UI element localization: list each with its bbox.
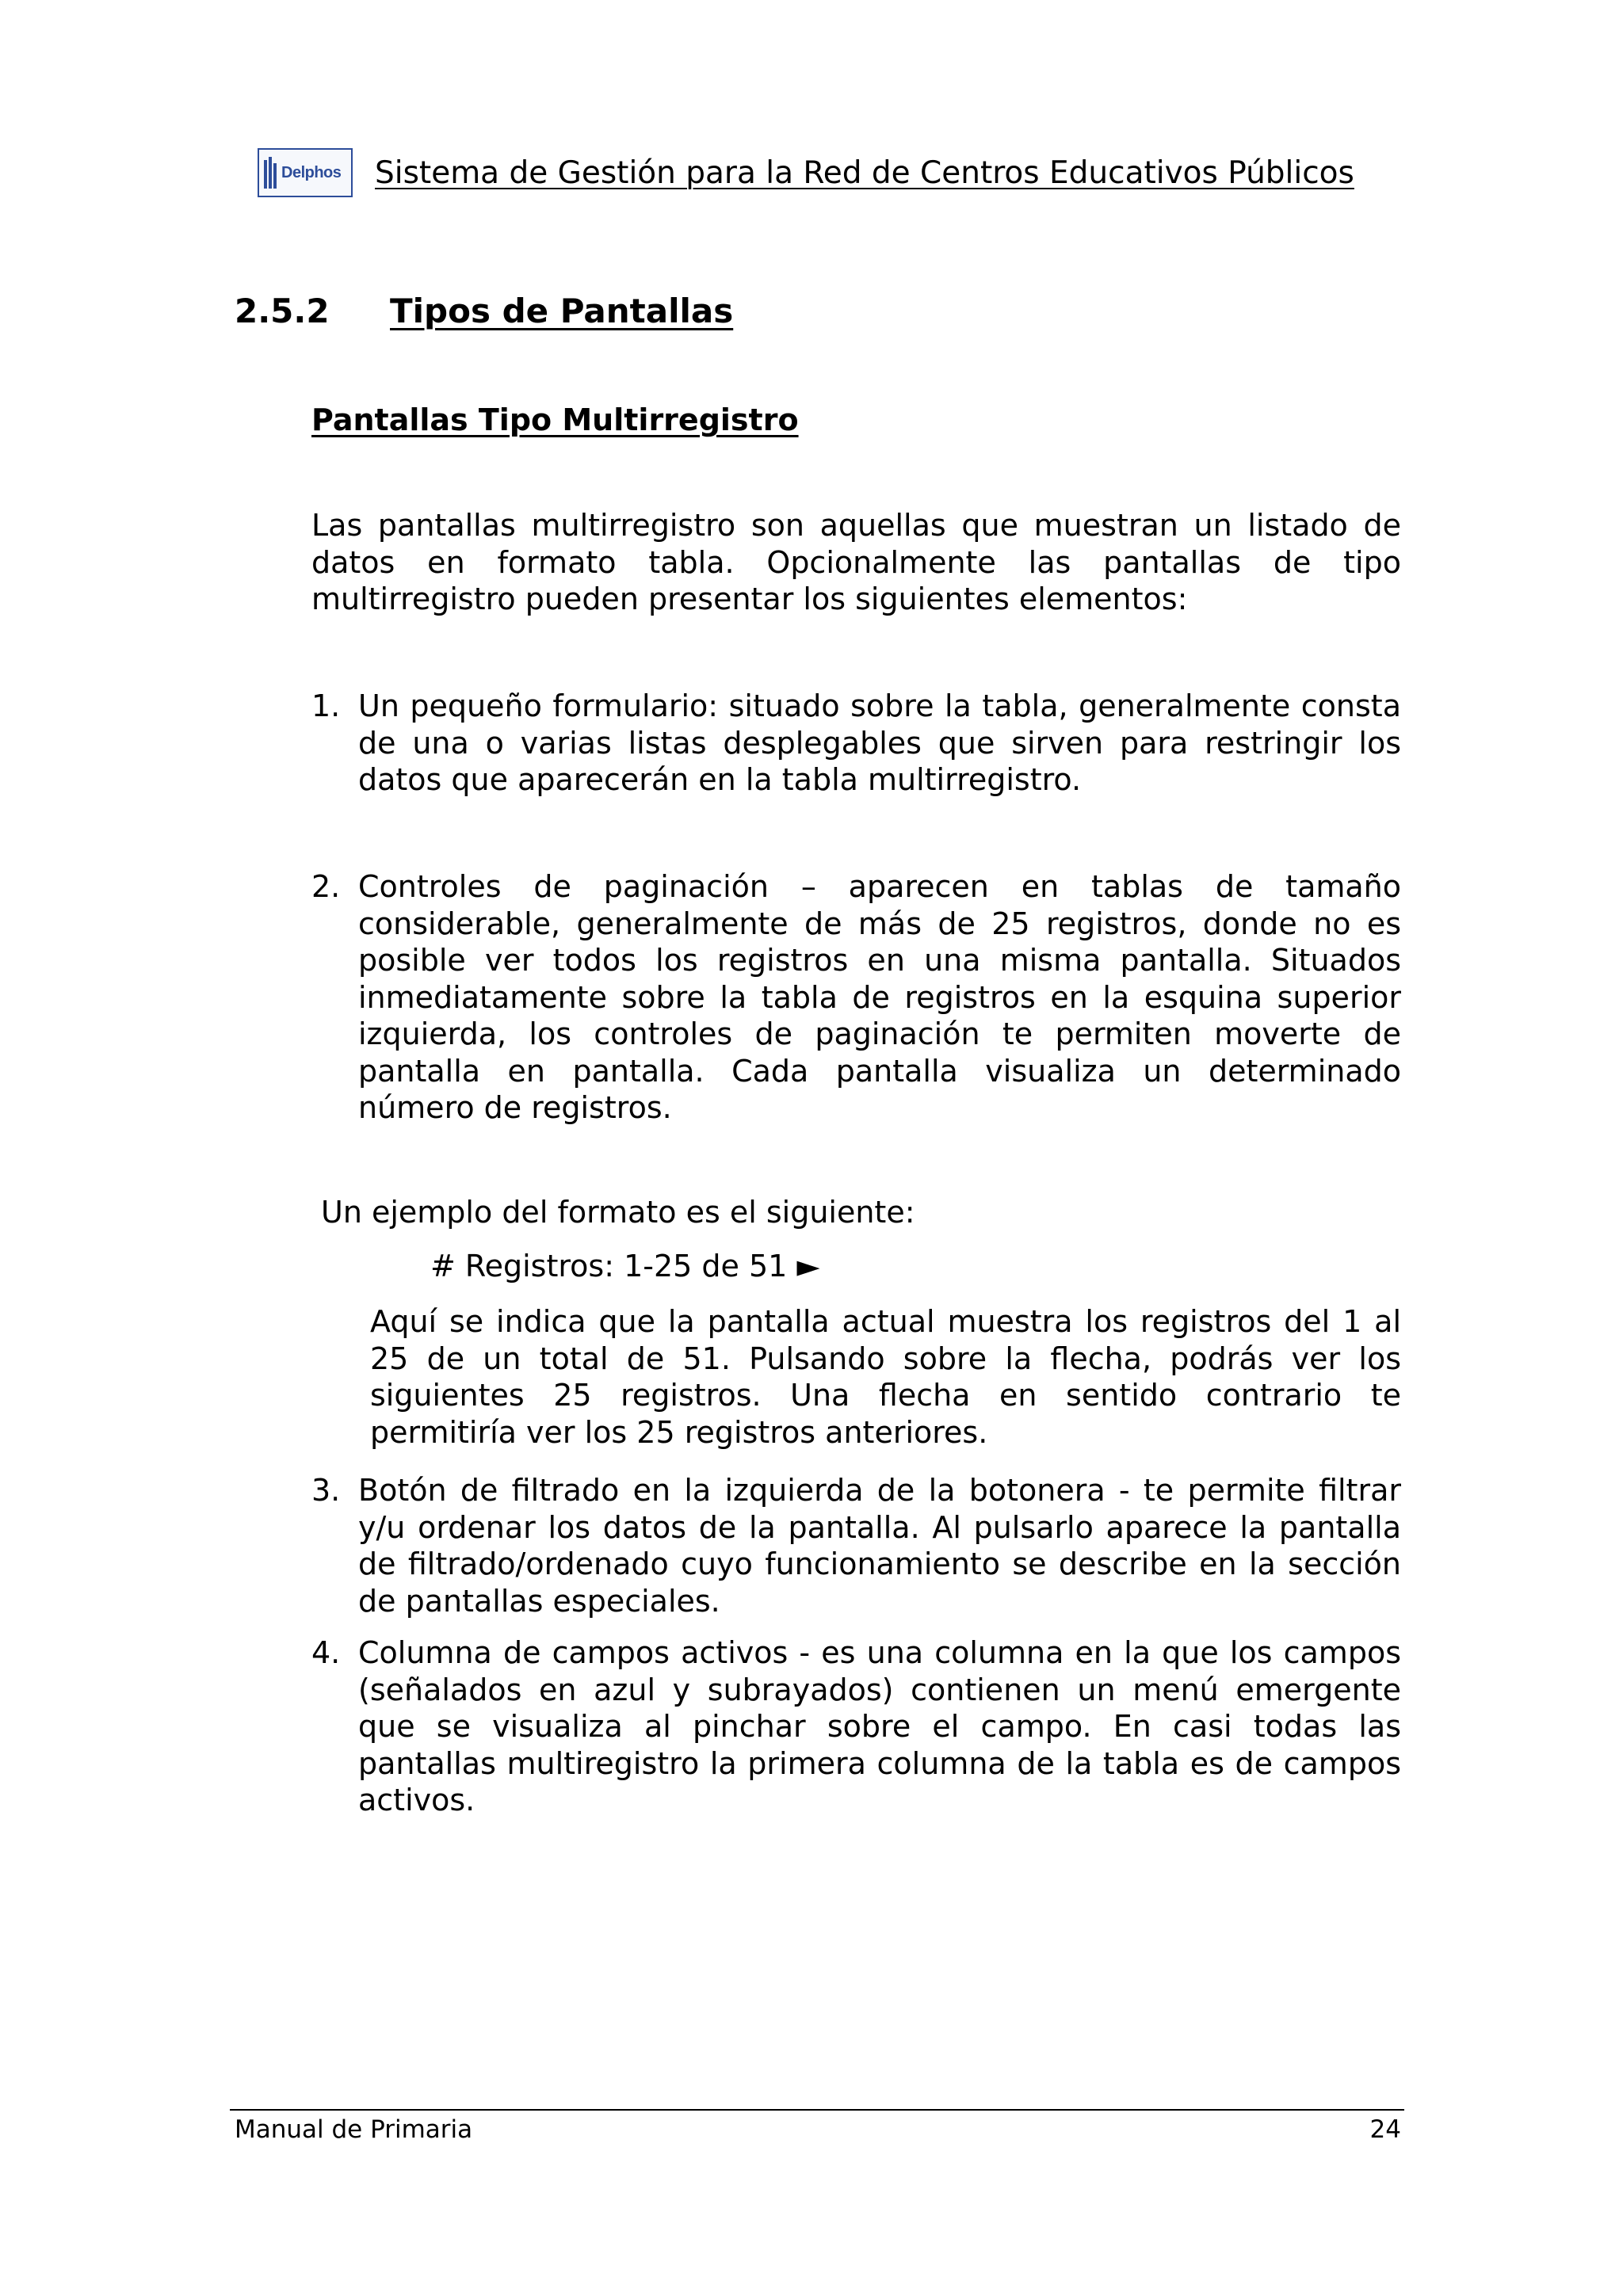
columns-icon [264, 157, 278, 189]
list-item-text: Controles de paginación – aparecen en tablas de tamaño considerable, generalmente de más de 25 registros, donde no es posible ver todos los registros en una misma pantalla. Situados inmediatamente sobre la tabla de registros en la esquina superior izquierda, los controles de paginación te permiten moverte de pantalla en pantalla. Cada pantalla visualiza un determinado número de registros. [358, 869, 1401, 1125]
example-intro: Un ejemplo del formato es el siguiente: [321, 1195, 915, 1230]
list-item-text: Un pequeño formulario: situado sobre la tabla, generalmente consta de una o varias listas desplegables que sirven para restringir los datos que aparecerán en la tabla multirregistro. [358, 688, 1401, 797]
list-item [311, 688, 1401, 799]
example-description: Aquí se indica que la pantalla actual muestra los registros del 1 al 25 de un total de 51. Pulsando sobre la flecha, podrás ver los siguientes 25 registros. Una flecha en sentido contrario te permitiría ver los 25 registros anteriores. [370, 1304, 1401, 1450]
intro-paragraph: Las pantallas multirregistro son aquellas que muestran un listado de datos en formato tabla. Opcionalmente las pantallas de tipo multirregistro pueden presentar los siguientes elementos: [311, 508, 1401, 616]
list-item-number: 1. [311, 688, 341, 723]
section-heading [235, 292, 733, 330]
list-item-text: Columna de campos activos - es una columna en la que los campos (señalados en azul y subrayados) contienen un menú emergente que se visualiza al pinchar sobre el campo. En casi todas las pantallas multiregistro la primera columna de la tabla es de campos activos. [358, 1635, 1401, 1817]
section-title: Tipos de Pantallas [390, 292, 734, 330]
logo-text: Delphos [281, 163, 342, 181]
list-item [311, 1472, 1401, 1619]
list-item [311, 1634, 1401, 1819]
list-item [311, 868, 1401, 1127]
footer-divider [230, 2109, 1404, 2111]
list-item-number: 3. [311, 1473, 341, 1508]
delphos-logo [258, 148, 353, 197]
list-item-number: 4. [311, 1635, 341, 1670]
pagination-example: # Registros: 1-25 de 51 ► [430, 1249, 820, 1283]
subheading: Pantallas Tipo Multirregistro [311, 402, 799, 437]
page-header [258, 145, 1354, 200]
section-number: 2.5.2 [235, 292, 330, 330]
header-title: Sistema de Gestión para la Red de Centros Educativos Públicos [375, 154, 1354, 191]
list-item-number: 2. [311, 869, 341, 904]
footer-title: Manual de Primaria [235, 2115, 473, 2144]
page-number: 24 [1369, 2115, 1401, 2144]
list-item-text: Botón de filtrado en la izquierda de la botonera - te permite filtrar y/u ordenar los datos de la pantalla. Al pulsarlo aparece la pantalla de filtrado/ordenado cuyo funcionamiento se describe en la sección de pantallas especiales. [358, 1473, 1401, 1619]
